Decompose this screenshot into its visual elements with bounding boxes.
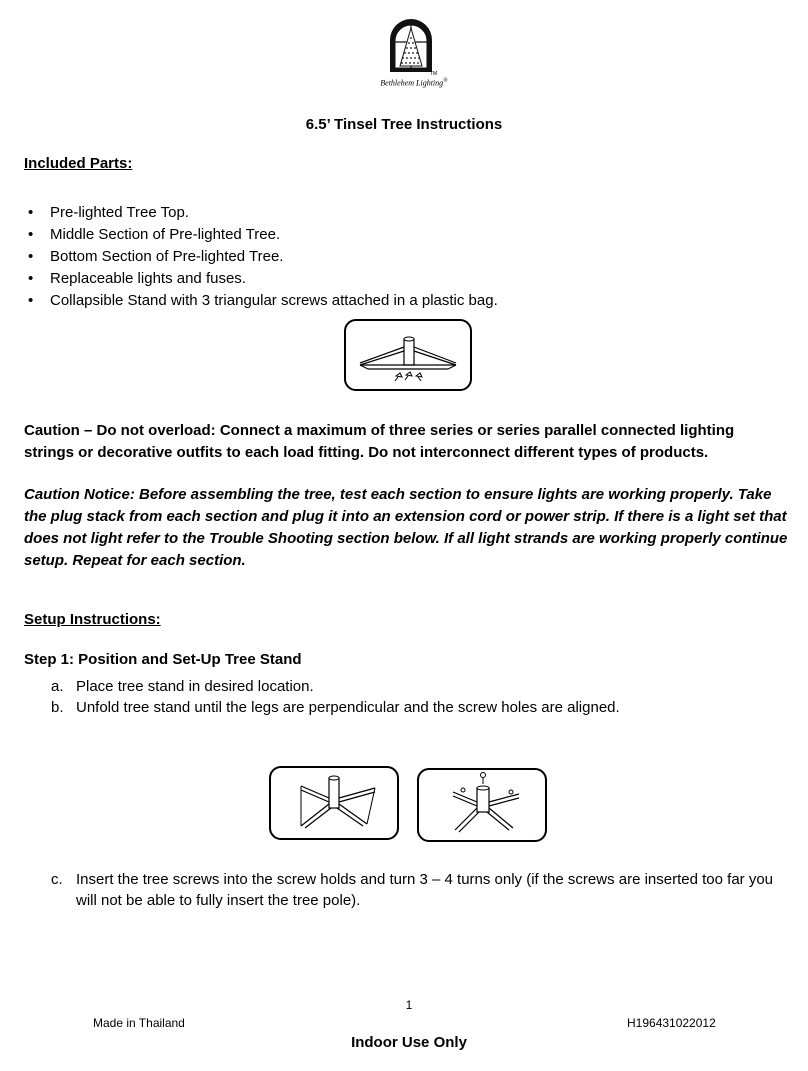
step-item-b: [24, 697, 788, 718]
step-item-c: [24, 869, 788, 911]
step-text: Insert the tree screws into the screw holds and turn 3 – 4 turns only (if the screws are inserted too far you will not be able to fully insert the tree pole).: [76, 871, 774, 909]
indoor-use-text: Indoor Use Only: [351, 1034, 467, 1051]
step-item-a: [24, 676, 788, 697]
brand-name-wrap: [374, 78, 454, 88]
brand-logo: [380, 18, 458, 94]
step-label: a.: [51, 678, 64, 695]
step1-substeps-ab: [24, 676, 788, 718]
tree-stand-screws-icon: [419, 770, 545, 840]
list-item: • Middle Section of Pre-lighted Tree.: [24, 224, 498, 246]
made-in-text: Made in Thailand: [93, 1016, 185, 1030]
brand-name: Bethlehem Lighting: [380, 78, 444, 88]
collapsible-stand-image: [344, 319, 472, 391]
page-number: 1: [405, 998, 413, 1012]
registered-mark: ®: [443, 78, 448, 84]
list-item: • Pre-lighted Tree Top.: [24, 202, 498, 224]
trademark-mark: TM: [430, 71, 438, 77]
step-text: Place tree stand in desired location.: [76, 678, 314, 695]
step1-substep-c: [24, 869, 788, 911]
step1-title: Step 1: Position and Set-Up Tree Stand: [24, 651, 302, 668]
list-item: • Bottom Section of Pre-lighted Tree.: [24, 246, 498, 268]
product-code: H196431022012: [627, 1016, 716, 1030]
tree-stand-unfolded-icon: [271, 768, 397, 838]
included-parts-heading: Included Parts:: [24, 155, 133, 172]
included-parts-list: [24, 202, 498, 312]
tree-stand-folded-icon: [346, 321, 470, 389]
stand-with-screws-image: [417, 768, 547, 842]
step-label: c.: [51, 871, 63, 888]
step-text: Unfold tree stand until the legs are perpendicular and the screw holes are aligned.: [76, 699, 620, 716]
star-arch-logo-icon: [388, 18, 434, 74]
page-title: 6.5’ Tinsel Tree Instructions: [305, 116, 503, 133]
list-item: • Collapsible Stand with 3 triangular screws attached in a plastic bag.: [24, 290, 498, 312]
list-item: • Replaceable lights and fuses.: [24, 268, 498, 290]
setup-instructions-heading: Setup Instructions:: [24, 611, 161, 628]
stand-unfolded-image: [269, 766, 399, 840]
caution-notice-text: Caution Notice: Before assembling the tree, test each section to ensure lights are working properly. Take the plug stack from each section and plug it into an extension cord or power strip. If there is a light set that does not light refer to the Trouble Shooting section below. If all light strands are working properly continue setup. Repeat for each section.: [24, 486, 788, 569]
step-label: b.: [51, 699, 64, 716]
caution-text: Caution – Do not overload: Connect a maximum of three series or series parallel connected lighting strings or decorative outfits to each load fitting. Do not interconnect different types of products.: [24, 422, 735, 461]
